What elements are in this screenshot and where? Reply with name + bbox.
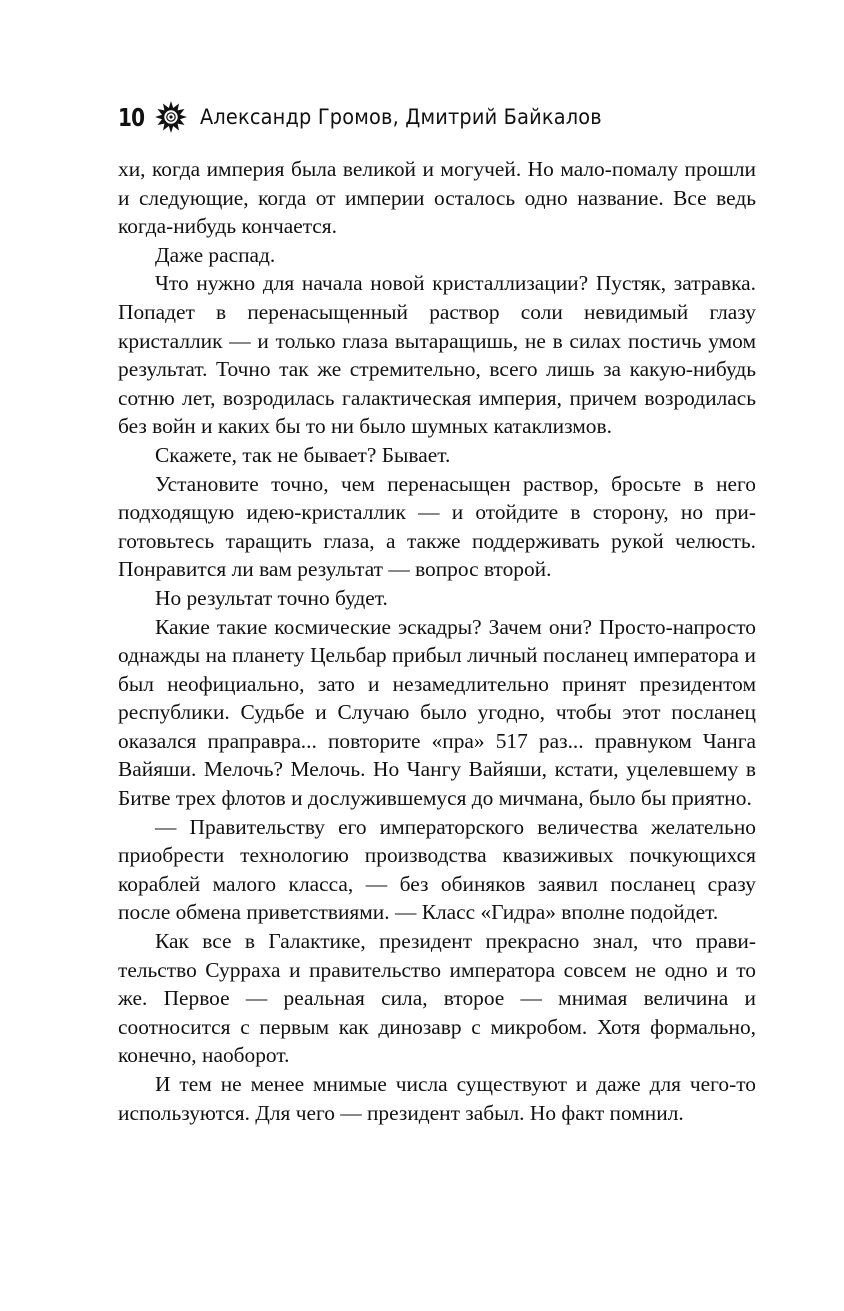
paragraph: Скажете, так не бывает? Бывает. bbox=[155, 442, 451, 467]
running-head bbox=[118, 95, 756, 139]
page-number: 10 bbox=[118, 102, 145, 132]
paragraph: И тем не менее мнимые числа существуют и даже для чего-то используются. Для чего — президент забыл. Но факт помнил. bbox=[118, 1072, 756, 1125]
paragraph: Установите точно, чем перенасыщен раствор, бросьте в него подходящую идею-кристаллик — и отойдите в сторону, но приготовьтесь таращить глаза, а также поддерживать рукой челюсть. Понравится ли вам результат — вопрос второй. bbox=[118, 471, 756, 582]
paragraph: Какие такие космические эскадры? Зачем они? Просто-напросто однажды на планету Цельбар прибыл личный посланец императора и был неофициально, зато и незамедлительно принят президентом республики. Судьбе и Случаю было угодно, чтобы этот посланец оказался праправра... повторите «пра» 517 раз... правнуком Чанга Вайяши. Мелочь? Мелочь. Но Чангу Вайяши, кстати, уцелевшему в Битве трех флотов и дослужившемуся до мичмана, было бы приятно. bbox=[118, 614, 756, 811]
paragraph: Но результат точно будет. bbox=[155, 585, 388, 610]
sunburst-ornament-icon bbox=[154, 100, 188, 134]
book-page bbox=[118, 95, 756, 1127]
paragraph: Как все в Галактике, президент прекрасно знал, что правительство Сурраха и правительство императора совсем не одно и то же. Первое — реальная сила, второе — мнимая величина и соотносится с первым как динозавр с микробом. Хотя формально, конечно, наоборот. bbox=[118, 929, 756, 1068]
paragraph: Даже распад. bbox=[155, 242, 276, 267]
running-head-authors: Александр Громов, Дмитрий Байкалов bbox=[200, 105, 602, 129]
paragraph: Что нужно для начала новой кристаллизации? Пустяк, затравка. Попадет в перенасыщенный раствор соли невидимый глазу кристаллик — и только глаза вытаращишь, не в силах постичь умом результат. Точно так же стремительно, всего лишь за какую-нибудь сотню лет, возродилась галактическая империя, причем возродилась без войн и каких бы то ни было шумных катаклизмов. bbox=[118, 271, 756, 439]
body-text bbox=[118, 155, 756, 1127]
paragraph: — Правительству его императорского величества желательно приобрести технологию производства квазиживых почкующихся кораблей малого класса, — без обиняков заявил посланец сразу после обмена приветствиями. — Класс «Гидра» вполне подойдет. bbox=[118, 814, 756, 925]
paragraph-continued: хи, когда империя была великой и могучей. Но мало-помалу прошли и следующие, когда от империи осталось одно название. Все ведь когда-нибудь кончается. bbox=[118, 157, 756, 239]
